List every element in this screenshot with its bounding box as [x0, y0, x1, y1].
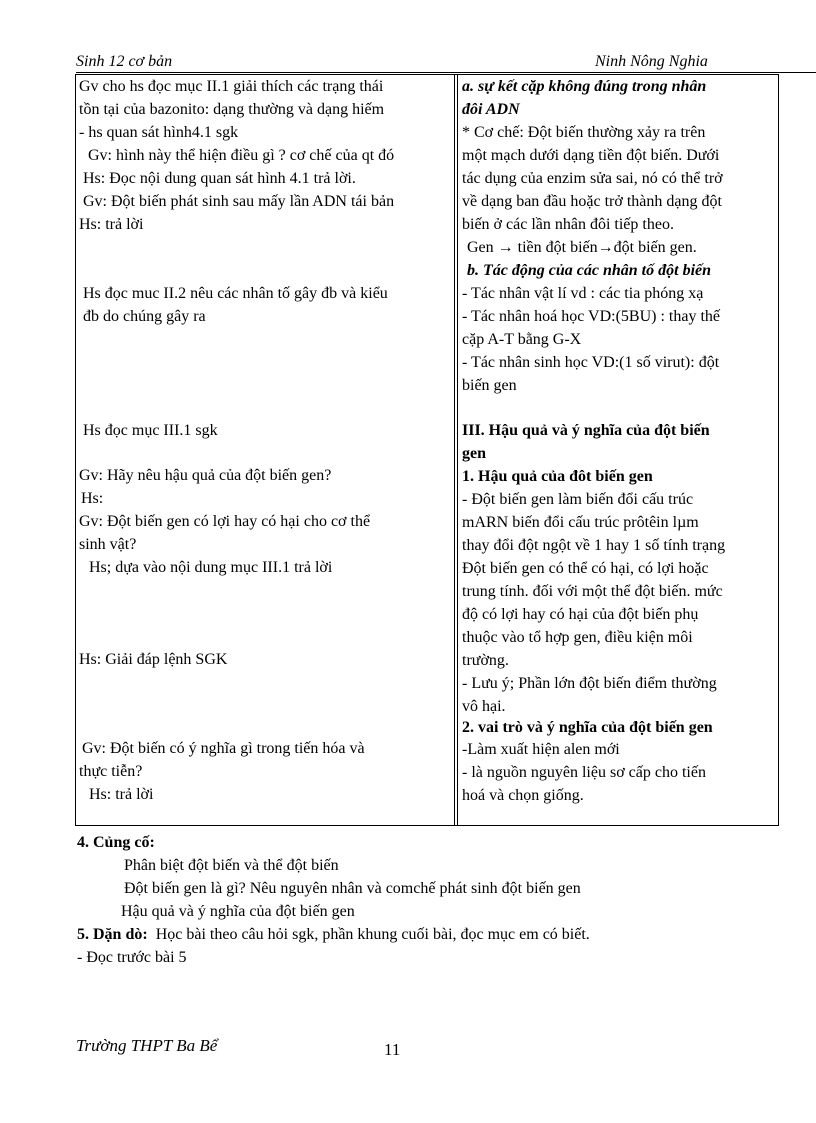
right-line: - Tác nhân sinh học VD:(1 số virut): đột: [462, 354, 720, 371]
right-line: về dạng ban đầu hoặc trở thành dạng đột: [462, 193, 722, 210]
right-line: -Làm xuất hiện alen mới: [462, 741, 620, 758]
right-line: - Tác nhân hoá học VD:(5BU) : thay thế: [462, 308, 721, 325]
header-left: Sinh 12 cơ bản: [76, 53, 173, 70]
right-line: - Đột biến gen làm biến đổi cấu trúc: [462, 491, 694, 508]
header-right: Ninh Nông Nghia: [595, 53, 708, 70]
left-line: Gv: Đột biến có ý nghĩa gì trong tiến hóa và: [82, 740, 365, 757]
right-line: - là nguồn nguyên liệu sơ cấp cho tiến: [462, 764, 706, 781]
right-line: Đột biến gen có thể có hại, có lợi hoặc: [462, 560, 709, 577]
right-line: 2. vai trò và ý nghĩa của đột biến gen: [462, 719, 713, 736]
right-line: đôi ADN: [462, 101, 520, 118]
right-line: tác dụng của enzim sửa sai, nó có thể trở: [462, 170, 723, 187]
right-line: thay đổi đột ngột về 1 hay 1 số tính trạng: [462, 537, 726, 554]
right-line: III. Hậu quả và ý nghĩa của đột biến: [462, 422, 710, 439]
left-line: Hs đọc muc II.2 nêu các nhân tố gây đb và kiểu: [83, 285, 388, 302]
left-line: Hs; dựa vào nội dung mục III.1 trả lời: [89, 559, 333, 576]
left-line: Gv cho hs đọc mục II.1 giải thích các trạng thái: [79, 78, 384, 95]
homework-line: [77, 924, 590, 946]
column-divider: [454, 75, 458, 825]
left-line: Hs: trả lời: [89, 786, 154, 803]
right-line: Gen → tiền đột biến→đột biến gen.: [467, 239, 697, 256]
right-line: một mạch dưới dạng tiền đột biến. Dưới: [462, 147, 720, 164]
left-line: Hs: trả lời: [79, 216, 144, 233]
right-line: biến gen: [462, 377, 517, 394]
left-line: sinh vật?: [79, 536, 137, 553]
right-line: b. Tác động của các nhân tố đột biến: [467, 262, 712, 279]
consolidation-item: Hậu quả và ý nghĩa của đột biến gen: [121, 903, 355, 920]
right-line: trường.: [462, 652, 509, 669]
left-line: Hs:: [81, 490, 104, 507]
right-line: mARN biến đổi cấu trúc prôtêin lµm: [462, 514, 699, 531]
right-line: hoá và chọn giống.: [462, 787, 584, 804]
header-rule: [76, 72, 816, 73]
right-line: độ có lợi hay có hại của đột biến phụ: [462, 606, 699, 623]
homework-heading: 5. Dặn dò:: [77, 926, 148, 943]
page-number: 11: [384, 1040, 401, 1059]
consolidation-item: Phân biệt đột biến và thể đột biến: [124, 857, 339, 874]
consolidation-item: Đột biến gen là gì? Nêu nguyên nhân và comchế phát sinh đột biến gen: [124, 880, 581, 897]
footer-school: Trường THPT Ba Bể: [76, 1036, 218, 1055]
homework-extra: - Đọc trước bài 5: [77, 949, 187, 966]
left-line: Hs: Giải đáp lệnh SGK: [79, 651, 228, 668]
right-line: biến ở các lần nhân đôi tiếp theo.: [462, 216, 674, 233]
right-line: * Cơ chế: Đột biến thường xảy ra trên: [462, 124, 706, 141]
left-line: Gv: Đột biến phát sinh sau mấy lần ADN tái bản: [83, 193, 395, 210]
left-line: Gv: hình này thể hiện điều gì ? cơ chế của qt đó: [88, 147, 395, 164]
left-line: Gv: Đột biến gen có lợi hay có hại cho cơ thể: [79, 513, 371, 530]
left-line: tồn tại của bazonito: dạng thường và dạng hiếm: [79, 101, 385, 118]
right-line: trung tính. đối với một thể đột biến. mức: [462, 583, 723, 600]
right-line: - Lưu ý; Phần lớn đột biến điểm thường: [462, 675, 717, 692]
consolidation-heading: 4. Củng cố:: [77, 834, 155, 851]
right-line: 1. Hậu quả của đôt biến gen: [462, 468, 653, 485]
right-line: gen: [462, 445, 486, 462]
right-line: - Tác nhân vật lí vd : các tia phóng xạ: [462, 285, 704, 302]
left-line: thực tiễn?: [79, 763, 143, 780]
right-line: a. sự kết cặp không đúng trong nhân: [462, 78, 707, 95]
right-line: cặp A-T bằng G-X: [462, 331, 582, 348]
homework-text: Học bài theo câu hỏi sgk, phần khung cuối bài, đọc mục em có biết.: [155, 926, 590, 943]
right-line: vô hại.: [462, 698, 506, 715]
left-line: Hs: Đọc nội dung quan sát hình 4.1 trả lời.: [83, 170, 356, 187]
right-line: thuộc vào tổ hợp gen, điều kiện môi: [462, 629, 693, 646]
left-line: Hs đọc mục III.1 sgk: [83, 422, 218, 439]
left-line: đb do chúng gây ra: [83, 308, 206, 325]
left-line: Gv: Hãy nêu hậu quả của đột biến gen?: [79, 467, 332, 484]
lesson-table: [75, 74, 779, 826]
left-line: - hs quan sát hình4.1 sgk: [79, 124, 239, 141]
